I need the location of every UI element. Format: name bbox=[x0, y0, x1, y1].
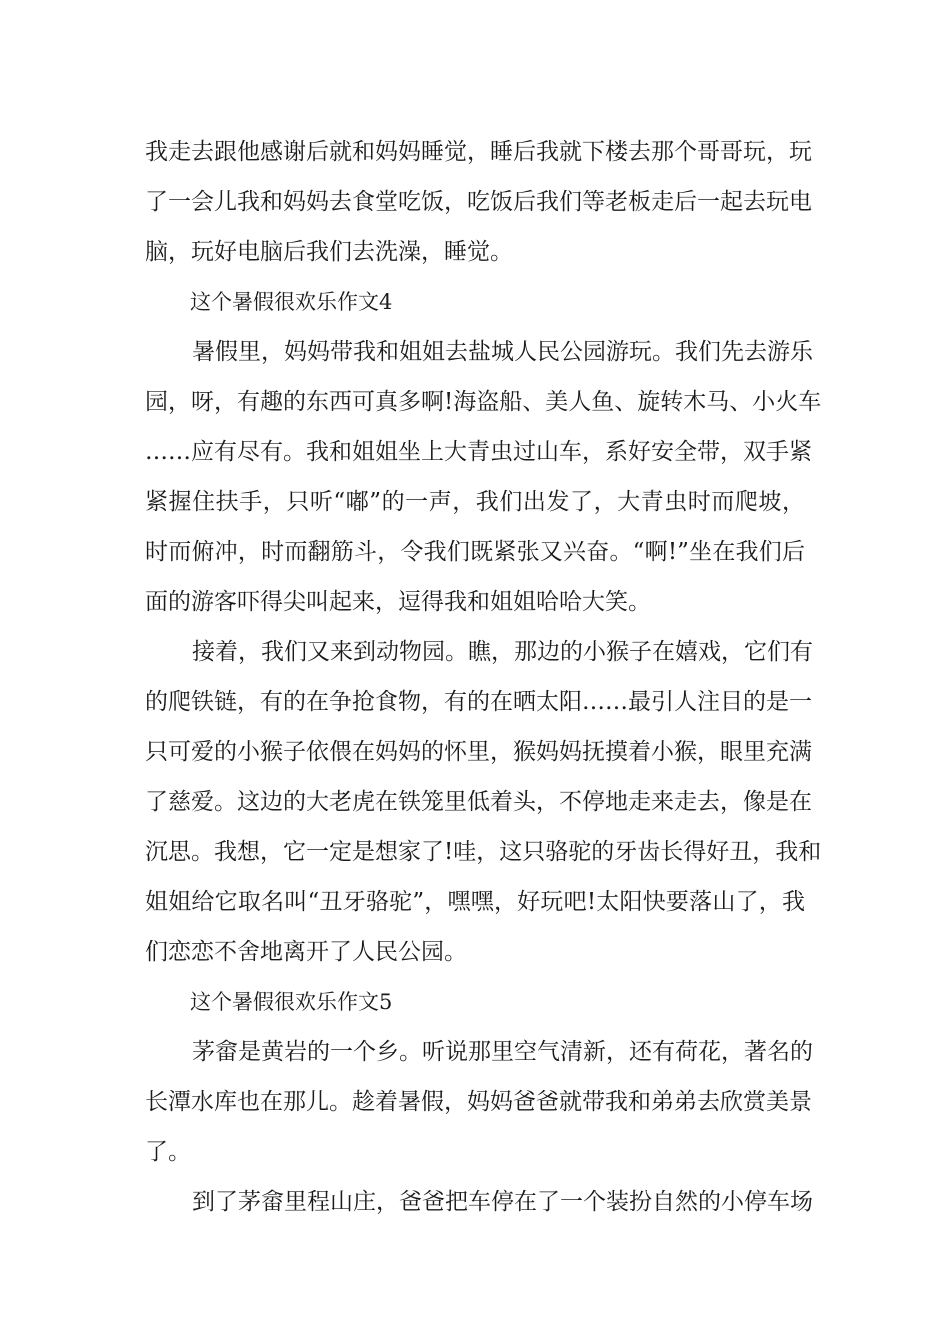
text-line: 到了茅畲里程山庄，爸爸把车停在了一个装扮自然的小停车场 bbox=[192, 1189, 813, 1215]
text-line: 了一会儿我和妈妈去食堂吃饭，吃饭后我们等老板走后一起去玩电 bbox=[145, 189, 812, 215]
text-line: 我走去跟他感谢后就和妈妈睡觉，睡后我就下楼去那个哥哥玩，玩 bbox=[145, 139, 812, 165]
text-line: 长潭水库也在那儿。趁着暑假，妈妈爸爸就带我和弟弟去欣赏美景 bbox=[145, 1089, 812, 1115]
text-line: 茅畲是黄岩的一个乡。听说那里空气清新，还有荷花，著名的 bbox=[192, 1039, 813, 1065]
text-line: 接着，我们又来到动物园。瞧，那边的小猴子在嬉戏，它们有 bbox=[192, 639, 813, 665]
text-line: 紧握住扶手，只听“嘟”的一声，我们出发了，大青虫时而爬坡， bbox=[145, 489, 805, 515]
text-line: 园，呀，有趣的东西可真多啊!海盗船、美人鱼、旋转木马、小火车 bbox=[145, 389, 822, 415]
section-heading: 这个暑假很欢乐作文4 bbox=[190, 290, 393, 314]
text-line: 暑假里，妈妈带我和姐姐去盐城人民公园游玩。我们先去游乐 bbox=[192, 339, 813, 365]
section-heading: 这个暑假很欢乐作文5 bbox=[190, 990, 393, 1014]
text-line: 只可爱的小猴子依偎在妈妈的怀里，猴妈妈抚摸着小猴，眼里充满 bbox=[145, 739, 812, 765]
text-line: 了慈爱。这边的大老虎在铁笼里低着头，不停地走来走去，像是在 bbox=[145, 789, 812, 815]
text-line: 面的游客吓得尖叫起来，逗得我和姐姐哈哈大笑。 bbox=[145, 589, 651, 615]
text-line: 们恋恋不舍地离开了人民公园。 bbox=[145, 939, 467, 965]
text-line: 脑，玩好电脑后我们去洗澡，睡觉。 bbox=[145, 239, 513, 265]
text-line: ……应有尽有。我和姐姐坐上大青虫过山车，系好安全带，双手紧 bbox=[145, 439, 812, 465]
text-line: 沉思。我想，它一定是想家了!哇，这只骆驼的牙齿长得好丑，我和 bbox=[145, 839, 822, 865]
text-line: 姐姐给它取名叫“丑牙骆驼”，嘿嘿，好玩吧!太阳快要落山了，我 bbox=[145, 889, 805, 915]
text-line: 的爬铁链，有的在争抢食物，有的在晒太阳……最引人注目的是一 bbox=[145, 689, 812, 715]
text-line: 时而俯冲，时而翻筋斗，令我们既紧张又兴奋。“啊!”坐在我们后 bbox=[145, 539, 805, 565]
text-line: 了。 bbox=[145, 1139, 191, 1165]
